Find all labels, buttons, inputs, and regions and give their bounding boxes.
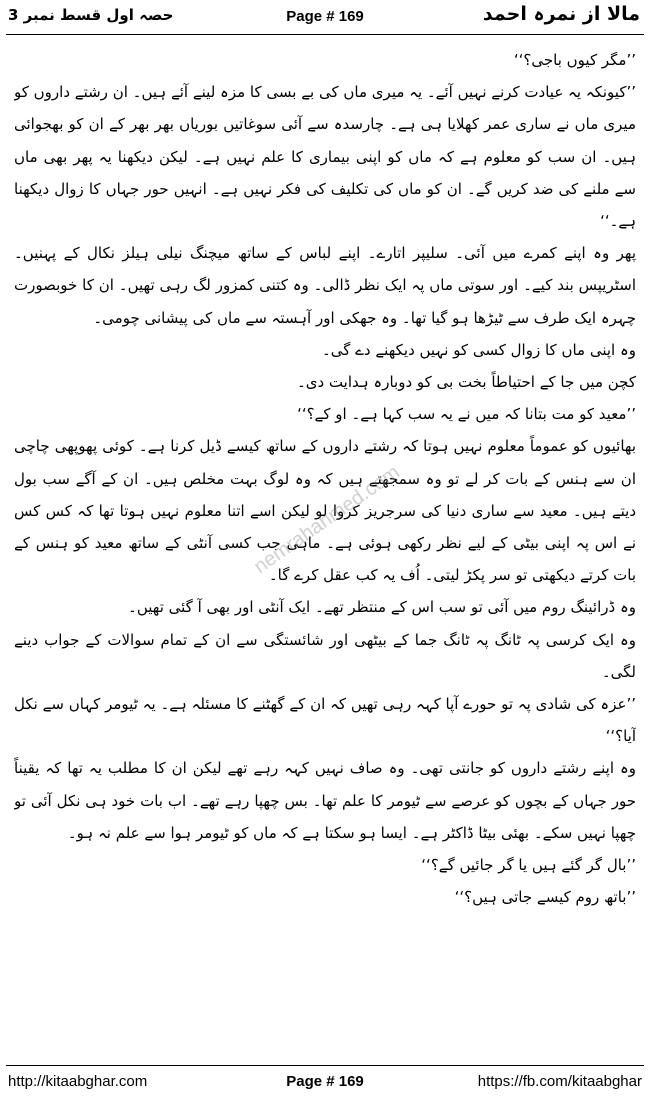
paragraph: ’’عزہ کی شادی پہ تو حورے آپا کہہ رہی تھیں کہ ان کے گھٹنے کا مسئلہ ہے۔ یہ ٹیومر کہاں سے نکل آیا؟‘‘ <box>14 695 636 746</box>
website-link[interactable]: http://kitaabghar.com <box>8 1073 148 1090</box>
paragraph: وہ ڈرائینگ روم میں آئی تو سب اس کے منتظر تھے۔ ایک آنٹی اور بھی آ گئی تھیں۔ <box>128 598 636 617</box>
paragraph: وہ ایک کرسی پہ ٹانگ پہ ٹانگ جما کے بیٹھی اور شائستگی سے ان کے تمام سوالات کے جواب دینے لگی۔ <box>14 630 636 681</box>
paragraph: ’’مگر کیوں باجی؟‘‘ <box>513 51 636 69</box>
facebook-link[interactable]: https://fb.com/kitaabghar <box>477 1073 642 1090</box>
paragraph: پھر وہ اپنے کمرے میں آئی۔ سلیپر اتارے۔ اپنے لباس کے ساتھ میچنگ نیلی ہیلز نکال کے پہنیں۔ اسٹریپس بند کیے۔ اور سوتی ماں پہ ایک نظر ڈالی۔ وہ کتنی کمزور لگ رہی تھیں۔ ان کا خوبصورت چہرہ ایک طرف سے ٹیڑھا ہو گیا تھا۔ وہ جھکی اور آہستہ سے ماں کی پیشانی چومی۔ <box>14 244 636 327</box>
paragraph: وہ اپنے رشتے داروں کو جانتی تھی۔ وہ صاف نہیں کہہ رہے تھے لیکن ان کا مطلب یہ تھا کہ یقیناً حور جہاں کے بچوں کو عرصے سے ٹیومر کا علم تھا۔ بس چھپا رہے تھے۔ اب بات خود ہی نکل آئی تو چھپا نہیں سکے۔ بھئی بیٹا ڈاکٹر ہے۔ ایسا ہو سکتا ہے کہ ماں کو ٹیومر ہوا سے علم نہ ہو۔ <box>14 759 636 842</box>
paragraph: ’’بال گر گئے ہیں یا گر جائیں گے؟‘‘ <box>421 856 636 875</box>
footer-divider <box>6 1065 644 1066</box>
paragraph: ’’کیونکہ یہ عیادت کرنے نہیں آئے۔ یہ میری ماں کی بے بسی کا مزہ لینے آئے ہیں۔ ان رشتے داروں کو میری ماں نے ساری عمر کھلایا ہی ہے۔ چارسدہ سے آئی سوغاتیں بوریاں بھر بھر کے ان کو بھجوائی ہیں۔ ان سب کو معلوم ہے کہ ماں کو اپنی بیماری کا علم نہیں ہے۔ لیکن دیکھنا یہ پھر بھی ماں سے ملنے کی ضد کریں گے۔ ان کو ماں کی تکلیف کی فکر نہیں ہے۔ انہیں حور جہاں کا زوال دیکھنا ہے۔‘‘ <box>14 83 636 231</box>
page-header <box>0 0 650 36</box>
part-label: حصہ اول قسط نمبر 3 <box>8 6 174 24</box>
paragraph: کچن میں جا کے احتیاطاً بخت بی کو دوبارہ ہدایت دی۔ <box>296 373 636 392</box>
paragraph: وہ اپنی ماں کا زوال کسی کو نہیں دیکھنے دے گی۔ <box>321 340 636 359</box>
page-body <box>14 44 636 1056</box>
watermark: nemrahahmed.com <box>250 461 404 579</box>
paragraph: ’’معید کو مت بتانا کہ میں نے یہ سب کہا ہے۔ او کے؟‘‘ <box>297 405 636 424</box>
book-title: مالا از نمرہ احمد <box>482 3 640 25</box>
page-number-header: Page # 169 <box>286 8 364 25</box>
header-divider <box>6 34 644 35</box>
page-number-footer: Page # 169 <box>286 1073 364 1090</box>
paragraph: ’’باتھ روم کیسے جاتی ہیں؟‘‘ <box>454 888 636 907</box>
paragraph: بھائیوں کو عموماً معلوم نہیں ہوتا کہ رشتے داروں کے ساتھ کیسے ڈیل کرنا ہے۔ کوئی پھوپھی چاچی ان سے ہنس کے بات کر لے تو وہ سمجھتے ہیں کہ وہ لوگ بہت مخلص ہیں۔ ان کے آگے سب بول دیتے ہیں۔ معید سے ساری دنیا کی سرجریز کروا لو لیکن اسے اتنا معلوم نہیں ہوتا تھا کہ کس کس نے اس پہ اپنی بیٹی کے لیے نظر رکھی ہوئی ہے۔ ماہی جب کسی آنٹی کے ساتھ معید کو ہنس کے بات کرتے دیکھتی تو سر پکڑ لیتی۔ اُف یہ کب عقل کرے گا۔ <box>14 437 636 585</box>
